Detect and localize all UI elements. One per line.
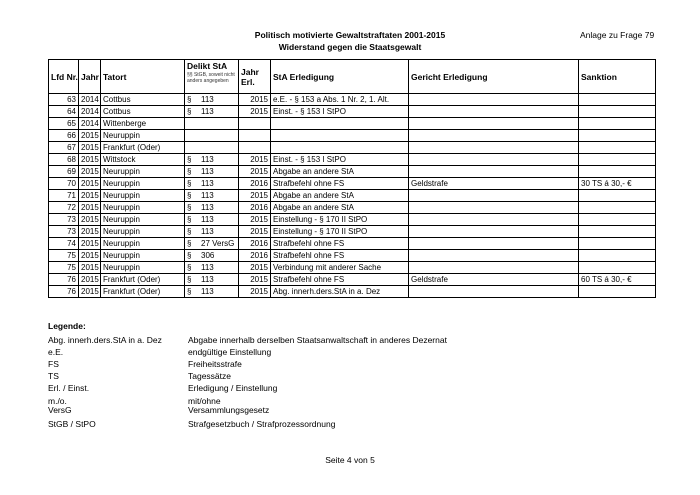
cell-jahr-erl: 2016 [239, 202, 271, 214]
cell-delikt [185, 142, 239, 154]
cell-jahr: 2015 [79, 250, 101, 262]
delikt-value: 113 [201, 286, 214, 296]
table-row [49, 166, 656, 178]
paragraph-sign: § [187, 190, 192, 200]
legend-title: Legende: [48, 321, 86, 331]
table-row [49, 226, 656, 238]
delikt-label: Delikt StA [187, 61, 228, 71]
cell-jahr-erl: 2015 [239, 166, 271, 178]
paragraph-sign: § [187, 238, 192, 248]
cell-gericht [409, 166, 579, 178]
col-header-jahr-erl: Jahr Erl. [239, 60, 271, 94]
cell-gericht: Geldstrafe [409, 178, 579, 190]
table-row [49, 262, 656, 274]
cell-sanktion: 30 TS á 30,- € [579, 178, 656, 190]
cell-sta: Einstellung - § 170 II StPO [271, 214, 409, 226]
cell-delikt [185, 226, 239, 238]
cell-jahr: 2015 [79, 274, 101, 286]
cell-jahr: 2015 [79, 202, 101, 214]
cell-tatort: Cottbus [101, 94, 185, 106]
delikt-value: 306 [201, 250, 215, 260]
paragraph-sign: § [187, 286, 192, 296]
cell-lfd: 72 [49, 202, 79, 214]
cell-sanktion [579, 238, 656, 250]
cell-jahr-erl: 2015 [239, 262, 271, 274]
cell-tatort: Neuruppin [101, 178, 185, 190]
cell-sta: Abgabe an andere StA [271, 166, 409, 178]
cell-sta: Abg. innerh.ders.StA in a. Dez [271, 286, 409, 298]
table-row [49, 106, 656, 118]
table-row [49, 94, 656, 106]
document-title: Politisch motivierte Gewaltstraftaten 2001-2015 [254, 30, 446, 40]
cell-gericht [409, 238, 579, 250]
cell-tatort: Frankfurt (Oder) [101, 274, 185, 286]
cell-sanktion [579, 130, 656, 142]
cell-tatort: Neuruppin [101, 226, 185, 238]
cell-lfd: 64 [49, 106, 79, 118]
paragraph-sign: § [187, 250, 192, 260]
legend-description: mit/ohne [188, 396, 221, 406]
cell-lfd: 76 [49, 286, 79, 298]
cell-tatort: Neuruppin [101, 166, 185, 178]
cell-tatort: Neuruppin [101, 130, 185, 142]
cell-delikt [185, 154, 239, 166]
delikt-note: §§ StGB, soweit nicht anders angegeben [187, 72, 235, 84]
cell-delikt [185, 178, 239, 190]
cell-tatort: Neuruppin [101, 250, 185, 262]
delikt-value: 113 [201, 106, 214, 116]
cell-sta: Einst. - § 153 I StPO [271, 106, 409, 118]
cell-sta: Verbindung mit anderer Sache [271, 262, 409, 274]
cell-sanktion [579, 190, 656, 202]
cell-gericht [409, 94, 579, 106]
legend-description: Versammlungsgesetz [188, 405, 270, 415]
paragraph-sign: § [187, 154, 192, 164]
cell-sta: Strafbefehl ohne FS [271, 238, 409, 250]
cell-gericht: Geldstrafe [409, 274, 579, 286]
cell-jahr-erl: 2015 [239, 106, 271, 118]
cell-jahr-erl: 2015 [239, 214, 271, 226]
cell-sanktion [579, 142, 656, 154]
cell-lfd: 76 [49, 274, 79, 286]
cell-gericht [409, 106, 579, 118]
delikt-value: 113 [201, 226, 214, 236]
attachment-label: Anlage zu Frage 79 [580, 30, 655, 40]
table-body [49, 94, 656, 298]
cell-sanktion [579, 94, 656, 106]
cell-gericht [409, 190, 579, 202]
cell-delikt [185, 166, 239, 178]
cell-delikt [185, 190, 239, 202]
cell-jahr: 2014 [79, 118, 101, 130]
cell-sta: Abgabe an andere StA [271, 202, 409, 214]
col-header-sanktion: Sanktion [579, 60, 656, 94]
cell-sta: e.E. - § 153 a Abs. 1 Nr. 2, 1. Alt. [271, 94, 409, 106]
table-row [49, 274, 656, 286]
cell-jahr: 2015 [79, 154, 101, 166]
cell-lfd: 75 [49, 250, 79, 262]
cell-lfd: 74 [49, 238, 79, 250]
paragraph-sign: § [187, 106, 192, 116]
paragraph-sign: § [187, 274, 192, 284]
cell-gericht [409, 262, 579, 274]
cell-delikt [185, 286, 239, 298]
cell-tatort: Neuruppin [101, 214, 185, 226]
col-header-jahr: Jahr [79, 60, 101, 94]
delikt-value: 113 [201, 190, 214, 200]
cell-sanktion [579, 214, 656, 226]
table-row [49, 142, 656, 154]
cell-sta: Einstellung - § 170 II StPO [271, 226, 409, 238]
table-row [49, 130, 656, 142]
delikt-value: 113 [201, 274, 214, 284]
cell-lfd: 65 [49, 118, 79, 130]
cell-jahr: 2015 [79, 130, 101, 142]
table-row [49, 238, 656, 250]
table-row [49, 286, 656, 298]
col-header-sta: StA Erledigung [271, 60, 409, 94]
paragraph-sign: § [187, 94, 192, 104]
table-row [49, 202, 656, 214]
cell-jahr: 2015 [79, 178, 101, 190]
cell-delikt [185, 94, 239, 106]
col-header-gericht: Gericht Erledigung [409, 60, 579, 94]
delikt-value: 113 [201, 166, 214, 176]
cell-gericht [409, 142, 579, 154]
cell-jahr: 2015 [79, 226, 101, 238]
cell-jahr-erl: 2016 [239, 238, 271, 250]
cell-gericht [409, 118, 579, 130]
cell-jahr: 2015 [79, 142, 101, 154]
legend-abbreviation: FS [48, 359, 59, 369]
cell-delikt [185, 274, 239, 286]
cell-sta: Abgabe an andere StA [271, 190, 409, 202]
cell-lfd: 73 [49, 214, 79, 226]
delikt-value: 113 [201, 178, 214, 188]
cell-jahr-erl: 2015 [239, 226, 271, 238]
cell-lfd: 63 [49, 94, 79, 106]
cell-gericht [409, 250, 579, 262]
cell-tatort: Wittstock [101, 154, 185, 166]
cell-gericht [409, 214, 579, 226]
cell-tatort: Frankfurt (Oder) [101, 286, 185, 298]
cell-sanktion [579, 202, 656, 214]
cell-jahr-erl: 2016 [239, 178, 271, 190]
cell-jahr-erl: 2015 [239, 286, 271, 298]
cell-sta: Einst. - § 153 I StPO [271, 154, 409, 166]
paragraph-sign: § [187, 166, 192, 176]
paragraph-sign: § [187, 178, 192, 188]
cell-jahr: 2015 [79, 214, 101, 226]
cell-tatort: Wittenberge [101, 118, 185, 130]
legend-abbreviation: StGB / StPO [48, 419, 96, 429]
cell-delikt [185, 118, 239, 130]
cell-sanktion [579, 226, 656, 238]
delikt-value: 113 [201, 154, 214, 164]
legend-abbreviation: m./o. [48, 396, 67, 406]
cell-jahr: 2015 [79, 190, 101, 202]
col-header-delikt [185, 60, 239, 94]
cell-sanktion [579, 106, 656, 118]
cell-jahr: 2014 [79, 106, 101, 118]
cell-delikt [185, 238, 239, 250]
cell-jahr-erl: 2015 [239, 154, 271, 166]
cell-sanktion [579, 154, 656, 166]
paragraph-sign: § [187, 226, 192, 236]
cell-sanktion [579, 250, 656, 262]
cell-delikt [185, 106, 239, 118]
delikt-value: 113 [201, 94, 214, 104]
delikt-value: 27 VersG [201, 238, 235, 248]
cell-lfd: 71 [49, 190, 79, 202]
cell-jahr: 2015 [79, 262, 101, 274]
legend-description: Abgabe innerhalb derselben Staatsanwaltschaft in anderes Dezernat [188, 335, 447, 345]
legend-abbreviation: Abg. innerh.ders.StA in a. Dez [48, 335, 162, 345]
table-row [49, 214, 656, 226]
cell-lfd: 69 [49, 166, 79, 178]
cell-jahr: 2015 [79, 238, 101, 250]
cell-delikt [185, 214, 239, 226]
legend-abbreviation: e.E. [48, 347, 64, 357]
document-subtitle: Widerstand gegen die Staatsgewalt [278, 42, 422, 52]
cell-delikt [185, 250, 239, 262]
cell-lfd: 70 [49, 178, 79, 190]
cell-jahr: 2015 [79, 286, 101, 298]
table-row [49, 154, 656, 166]
cell-lfd: 68 [49, 154, 79, 166]
cell-gericht [409, 130, 579, 142]
cell-gericht [409, 226, 579, 238]
legend-description: endgültige Einstellung [188, 347, 272, 357]
cell-lfd: 73 [49, 226, 79, 238]
paragraph-sign: § [187, 202, 192, 212]
cell-gericht [409, 202, 579, 214]
cell-jahr-erl [239, 118, 271, 130]
cell-sanktion [579, 118, 656, 130]
cell-delikt [185, 130, 239, 142]
paragraph-sign: § [187, 214, 192, 224]
cell-sanktion: 60 TS á 30,- € [579, 274, 656, 286]
cell-sanktion [579, 166, 656, 178]
table-row [49, 118, 656, 130]
cell-jahr-erl: 2015 [239, 190, 271, 202]
delikt-value: 113 [201, 262, 214, 272]
cell-sta: Strafbefehl ohne FS [271, 178, 409, 190]
table-row [49, 190, 656, 202]
delikt-value: 113 [201, 214, 214, 224]
table-header-row [49, 60, 656, 94]
cell-tatort: Cottbus [101, 106, 185, 118]
col-header-tatort: Tatort [101, 60, 185, 94]
cell-delikt [185, 262, 239, 274]
page-number: Seite 4 von 5 [325, 455, 375, 465]
legend-abbreviation: Erl. / Einst. [48, 383, 90, 393]
cell-jahr-erl: 2015 [239, 274, 271, 286]
cell-gericht [409, 154, 579, 166]
cell-tatort: Neuruppin [101, 202, 185, 214]
cell-sta [271, 130, 409, 142]
cell-tatort: Frankfurt (Oder) [101, 142, 185, 154]
legend-abbreviation: TS [48, 371, 59, 381]
cell-jahr-erl: 2016 [239, 250, 271, 262]
cell-lfd: 66 [49, 130, 79, 142]
cell-tatort: Neuruppin [101, 262, 185, 274]
cell-sta [271, 118, 409, 130]
table-row [49, 178, 656, 190]
cell-gericht [409, 286, 579, 298]
table-row [49, 250, 656, 262]
legend-description: Strafgesetzbuch / Strafprozessordnung [188, 419, 336, 429]
legend-description: Freiheitsstrafe [188, 359, 242, 369]
cell-sanktion [579, 286, 656, 298]
cell-tatort: Neuruppin [101, 238, 185, 250]
cell-lfd: 67 [49, 142, 79, 154]
legend-abbreviation: VersG [48, 405, 72, 415]
cell-lfd: 75 [49, 262, 79, 274]
cell-tatort: Neuruppin [101, 190, 185, 202]
cell-jahr: 2015 [79, 166, 101, 178]
legend-description: Erledigung / Einstellung [188, 383, 278, 393]
cell-sta [271, 142, 409, 154]
cell-sta: Strafbefehl ohne FS [271, 274, 409, 286]
col-header-lfd: Lfd Nr. [49, 60, 79, 94]
cell-jahr-erl: 2015 [239, 94, 271, 106]
cell-sanktion [579, 262, 656, 274]
legend-description: Tagessätze [188, 371, 231, 381]
cell-sta: Strafbefehl ohne FS [271, 250, 409, 262]
paragraph-sign: § [187, 262, 192, 272]
cell-jahr-erl [239, 130, 271, 142]
cell-jahr: 2014 [79, 94, 101, 106]
cases-table [48, 59, 656, 298]
cell-jahr-erl [239, 142, 271, 154]
cell-delikt [185, 202, 239, 214]
delikt-value: 113 [201, 202, 214, 212]
